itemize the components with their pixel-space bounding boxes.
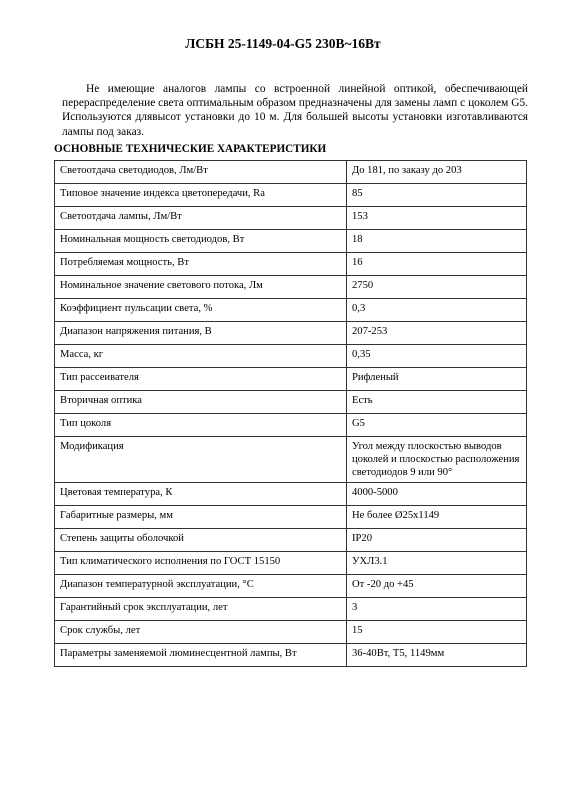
table-row: [55, 391, 527, 414]
spec-value: 36-40Вт, Т5, 1149мм: [347, 644, 527, 667]
spec-param: Номинальное значение светового потока, Лм: [55, 276, 347, 299]
spec-value: 15: [347, 621, 527, 644]
table-row: [55, 161, 527, 184]
spec-value: До 181, по заказу до 203: [347, 161, 527, 184]
table-row: [55, 414, 527, 437]
spec-param: Тип климатического исполнения по ГОСТ 15150: [55, 552, 347, 575]
spec-value: 18: [347, 230, 527, 253]
spec-param: Параметры заменяемой люминесцентной лампы, Вт: [55, 644, 347, 667]
table-row: [55, 345, 527, 368]
spec-param: Масса, кг: [55, 345, 347, 368]
table-row: [55, 644, 527, 667]
spec-param: Светоотдача светодиодов, Лм/Вт: [55, 161, 347, 184]
spec-value: 16: [347, 253, 527, 276]
intro-paragraph: Не имеющие аналогов лампы со встроенной линейной оптикой, обеспечивающей перераспределение света оптимальным образом предназначены для замены ламп с цоколем G5. Используются длявысот установки до 10 м. Для большей высоты установки изготавливаются лампы под заказ.: [62, 83, 528, 138]
spec-param: Вторичная оптика: [55, 391, 347, 414]
spec-value: Угол между плоскостью выводов цоколей и плоскостью расположения светодиодов 9 или 90°: [347, 437, 527, 483]
spec-param: Диапазон температурной эксплуатации, °С: [55, 575, 347, 598]
table-row: [55, 529, 527, 552]
spec-param: Потребляемая мощность, Вт: [55, 253, 347, 276]
spec-value: IP20: [347, 529, 527, 552]
table-row: [55, 483, 527, 506]
spec-param: Цветовая температура, К: [55, 483, 347, 506]
spec-value: Не более Ø25х1149: [347, 506, 527, 529]
table-row: [55, 368, 527, 391]
spec-param: Степень защиты оболочкой: [55, 529, 347, 552]
spec-value: УХЛ3.1: [347, 552, 527, 575]
spec-value: 4000-5000: [347, 483, 527, 506]
table-row: [55, 598, 527, 621]
table-row: [55, 621, 527, 644]
table-row: [55, 253, 527, 276]
spec-value: G5: [347, 414, 527, 437]
spec-param: Гарантийный срок эксплуатации, лет: [55, 598, 347, 621]
spec-param: Тип рассеивателя: [55, 368, 347, 391]
spec-param: Типовое значение индекса цветопередачи, Ra: [55, 184, 347, 207]
table-row: [55, 276, 527, 299]
spec-value: 153: [347, 207, 527, 230]
spec-value: 85: [347, 184, 527, 207]
spec-value: 3: [347, 598, 527, 621]
table-row: [55, 506, 527, 529]
spec-value: От -20 до +45: [347, 575, 527, 598]
table-row: [55, 230, 527, 253]
spec-param: Габаритные размеры, мм: [55, 506, 347, 529]
table-row: [55, 299, 527, 322]
spec-param: Модификация: [55, 437, 347, 483]
table-row: [55, 552, 527, 575]
spec-value: 2750: [347, 276, 527, 299]
spec-param: Номинальная мощность светодиодов, Вт: [55, 230, 347, 253]
spec-param: Срок службы, лет: [55, 621, 347, 644]
specs-table: [54, 160, 527, 667]
spec-value: Рифленый: [347, 368, 527, 391]
table-row: [55, 322, 527, 345]
spec-param: Светоотдача лампы, Лм/Вт: [55, 207, 347, 230]
section-heading: ОСНОВНЫЕ ТЕХНИЧЕСКИЕ ХАРАКТЕРИСТИКИ: [54, 143, 327, 155]
spec-param: Тип цоколя: [55, 414, 347, 437]
spec-value: 207-253: [347, 322, 527, 345]
table-row: [55, 184, 527, 207]
spec-value: 0,3: [347, 299, 527, 322]
table-row: [55, 575, 527, 598]
spec-param: Коэффициент пульсации света, %: [55, 299, 347, 322]
spec-param: Диапазон напряжения питания, В: [55, 322, 347, 345]
spec-value: Есть: [347, 391, 527, 414]
table-row: [55, 437, 527, 483]
table-row: [55, 207, 527, 230]
spec-value: 0,35: [347, 345, 527, 368]
document-title: ЛСБН 25-1149-04-G5 230В~16Вт: [185, 36, 381, 51]
